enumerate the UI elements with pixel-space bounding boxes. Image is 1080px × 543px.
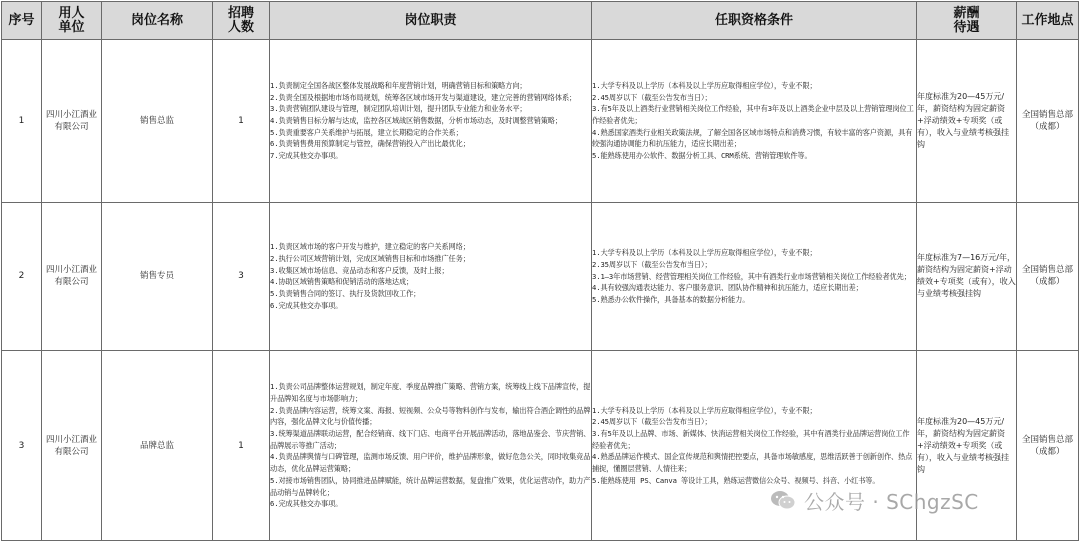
cell-position xyxy=(102,202,213,351)
duty-item: 5.负责销售合同的签订、执行及货款回收工作； xyxy=(270,289,421,299)
cell-position-text: 销售总监 xyxy=(139,115,174,126)
cell-count-text: 1 xyxy=(238,440,244,451)
cell-count xyxy=(213,40,270,203)
cell-unit xyxy=(42,202,102,351)
cell-seq xyxy=(2,351,42,541)
cell-location xyxy=(1017,202,1079,351)
duty-item: 3.收集区域市场信息、竞品动态和客户反馈，及时上报； xyxy=(270,265,449,275)
requirement-item: 3.有5年及以上品牌、市场、新媒体、快消运营相关岗位工作经验，其中有酒类行业品牌运营岗位工作经验者优先； xyxy=(592,429,910,450)
duty-item: 4.负责销售目标分解与达成，监控各区域战区销售数据，分析市场动态，及时调整营销策略； xyxy=(270,115,562,125)
requirement-item: 1.大学专科及以上学历（本科及以上学历应取得相应学位），专业不限； xyxy=(592,405,817,415)
duty-item: 5.负责重要客户关系维护与拓展，建立长期稳定的合作关系； xyxy=(270,127,463,137)
table-row xyxy=(2,202,1079,351)
duty-item: 2.负责全国及根据地市场布局规划，统筹各区域市场开发与渠道建设，建立完善的营销网络体系； xyxy=(270,92,577,102)
cell-salary-text: 年度标准为20—45万元/年，薪资结构为固定薪资+浮动绩效+专项奖（或有），收入与业绩考核强挂钩 xyxy=(917,416,1009,474)
header-requirements: 任职资格条件 xyxy=(592,2,917,40)
header-unit-text: 用人 单位 xyxy=(58,5,85,35)
cell-position xyxy=(102,351,213,541)
cell-count-text: 3 xyxy=(238,271,244,282)
cell-count xyxy=(213,351,270,541)
table-row xyxy=(2,40,1079,203)
table-body xyxy=(2,40,1079,541)
requirement-item: 2.45周岁以下（截至公告发布当日）； xyxy=(592,92,712,102)
header-unit xyxy=(42,2,102,40)
header-seq: 序号 xyxy=(2,2,42,40)
duty-item: 7.完成其他交办事项。 xyxy=(270,151,343,161)
duty-item: 4.负责品牌舆情与口碑管理，监测市场反馈、用户评价，维护品牌形象，做好危急公关，同时收集竞品动态，优化品牌运营策略； xyxy=(270,452,591,474)
cell-location-text: 全国销售总部 （成都） xyxy=(1021,109,1073,132)
cell-location xyxy=(1017,351,1079,541)
cell-unit-text: 四川小江酒业 有限公司 xyxy=(45,265,97,288)
cell-requirements xyxy=(592,202,917,351)
header-position: 岗位名称 xyxy=(102,2,213,40)
cell-seq xyxy=(2,40,42,203)
duty-item: 2.执行公司区域营销计划，完成区域销售目标和市场推广任务； xyxy=(270,254,470,264)
duty-item: 1.负责公司品牌整体运营规划，制定年度、季度品牌推广策略、营销方案，统筹线上线下品牌宣传，提升品牌知名度与市场影响力； xyxy=(270,382,591,403)
requirement-item: 2.35周岁以下（截至公告发布当日）； xyxy=(592,259,712,269)
cell-seq-text: 2 xyxy=(18,271,25,282)
requirement-item: 5.能熟练使用办公软件、数据分析工具、CRM系统、营销管理软件等。 xyxy=(592,151,812,161)
cell-location xyxy=(1017,40,1079,203)
header-count xyxy=(213,2,270,40)
cell-seq-text: 3 xyxy=(18,440,25,451)
cell-position-text: 销售专员 xyxy=(139,271,174,282)
duty-item: 5.对接市场销售团队，协同推进品牌赋能，统计品牌运营数据，复盘推广效果，优化运营动作，助力产品动销与品牌转化； xyxy=(270,475,591,497)
watermark-text: 公众号 · SChgzSC xyxy=(804,489,979,514)
duty-item: 6.完成其他交办事项。 xyxy=(270,499,343,509)
wechat-icon xyxy=(770,490,796,510)
requirement-item: 1.大学专科及以上学历（本科及以上学历应取得相应学位），专业不限； xyxy=(592,80,817,90)
cell-count-text: 1 xyxy=(238,115,244,126)
watermark xyxy=(770,480,979,520)
requirement-item: 4.熟悉品牌运作模式、国企宣传规范和舆情把控要点，具备市场敏感度，思维活跃善于创新创作、热点捕捉，懂圈层营销、人情往来； xyxy=(592,452,913,474)
cell-seq xyxy=(2,202,42,351)
duty-item: 2.负责品牌内容运营，统筹文案、海报、短视频、公众号等物料创作与发布，输出符合酒企调性的品牌内容，强化品牌文化与价值传播； xyxy=(270,405,591,427)
cell-duties xyxy=(270,40,592,203)
cell-salary-text: 年度标准为20—45万元/年，薪资结构为固定薪资+浮动绩效+专项奖（或有），收入与业绩考核强挂钩 xyxy=(917,91,1009,149)
cell-count xyxy=(213,202,270,351)
requirement-item: 3.1—3年市场营销、经营管理相关岗位工作经验，其中有酒类行业市场营销相关岗位工作经验者优先； xyxy=(592,271,911,281)
duty-item: 6.负责销售费用预算制定与管控，确保营销投入产出比最优化； xyxy=(270,139,470,149)
cell-duties xyxy=(270,202,592,351)
header-salary-text: 薪酬 待遇 xyxy=(953,5,980,35)
duty-item: 3.负责营销团队建设与管理，制定团队培训计划，提升团队专业能力和业务水平； xyxy=(270,104,527,114)
requirement-item: 2.45周岁以下（截至公告发布当日）； xyxy=(592,417,712,427)
cell-duties xyxy=(270,351,592,541)
header-row xyxy=(2,2,1079,40)
duty-item: 6.完成其他交办事项。 xyxy=(270,300,343,310)
cell-position xyxy=(102,40,213,203)
duty-item: 1.负责区域市场的客户开发与维护，建立稳定的客户关系网络； xyxy=(270,242,470,252)
cell-location-text: 全国销售总部 （成都） xyxy=(1021,434,1073,457)
cell-unit-text: 四川小江酒业 有限公司 xyxy=(45,109,97,132)
requirement-item: 5.熟悉办公软件操作，具备基本的数据分析能力。 xyxy=(592,294,750,304)
recruitment-table xyxy=(1,1,1079,541)
cell-salary xyxy=(917,202,1017,351)
header-duties: 岗位职责 xyxy=(270,2,592,40)
cell-seq-text: 1 xyxy=(18,115,25,126)
header-salary xyxy=(917,2,1017,40)
duty-item: 4.协助区域销售策略和促销活动的落地达成； xyxy=(270,277,414,287)
cell-unit xyxy=(42,40,102,203)
cell-location-text: 全国销售总部 （成都） xyxy=(1021,265,1073,288)
duty-item: 3.统筹渠道品牌联动运营，配合经销商、线下门店、电商平台开展品牌活动，落地品鉴会、节庆营销、品牌展示等推广活动； xyxy=(270,429,591,450)
cell-unit xyxy=(42,351,102,541)
requirement-item: 5.能熟练使用 PS、Canva 等设计工具，熟练运营微信公众号、视频号、抖音、小红书等。 xyxy=(592,475,880,485)
cell-position-text: 品牌总监 xyxy=(139,440,174,451)
header-count-text: 招聘 人数 xyxy=(227,5,254,35)
cell-salary-text: 年度标准为7—16万元/年，薪资结构为固定薪资+浮动绩效+专项奖（或有），收入与业绩考核强挂钩 xyxy=(917,253,1016,299)
header-location: 工作地点 xyxy=(1017,2,1079,40)
requirement-item: 4.熟悉国家酒类行业相关政策法规，了解全国各区域市场特点和消费习惯，有较丰富的客户资源，具有较强沟通协调能力和抗压能力，适应长期出差； xyxy=(592,127,913,149)
cell-salary xyxy=(917,40,1017,203)
duty-item: 1.负责制定全国各战区整体发展战略和年度营销计划，明确营销目标和策略方向； xyxy=(270,80,527,90)
requirement-item: 1.大学专科及以上学历（本科及以上学历应取得相应学位），专业不限； xyxy=(592,248,817,258)
requirement-item: 4.具有较强沟通表达能力、客户服务意识、团队协作精神和抗压能力，适应长期出差； xyxy=(592,283,863,293)
requirement-item: 3.有5年及以上酒类行业营销相关岗位工作经验，其中有3年及以上酒类企业中层及以上营销管理岗位工作经验者优先； xyxy=(592,104,914,125)
cell-requirements xyxy=(592,40,917,203)
cell-unit-text: 四川小江酒业 有限公司 xyxy=(45,434,97,457)
